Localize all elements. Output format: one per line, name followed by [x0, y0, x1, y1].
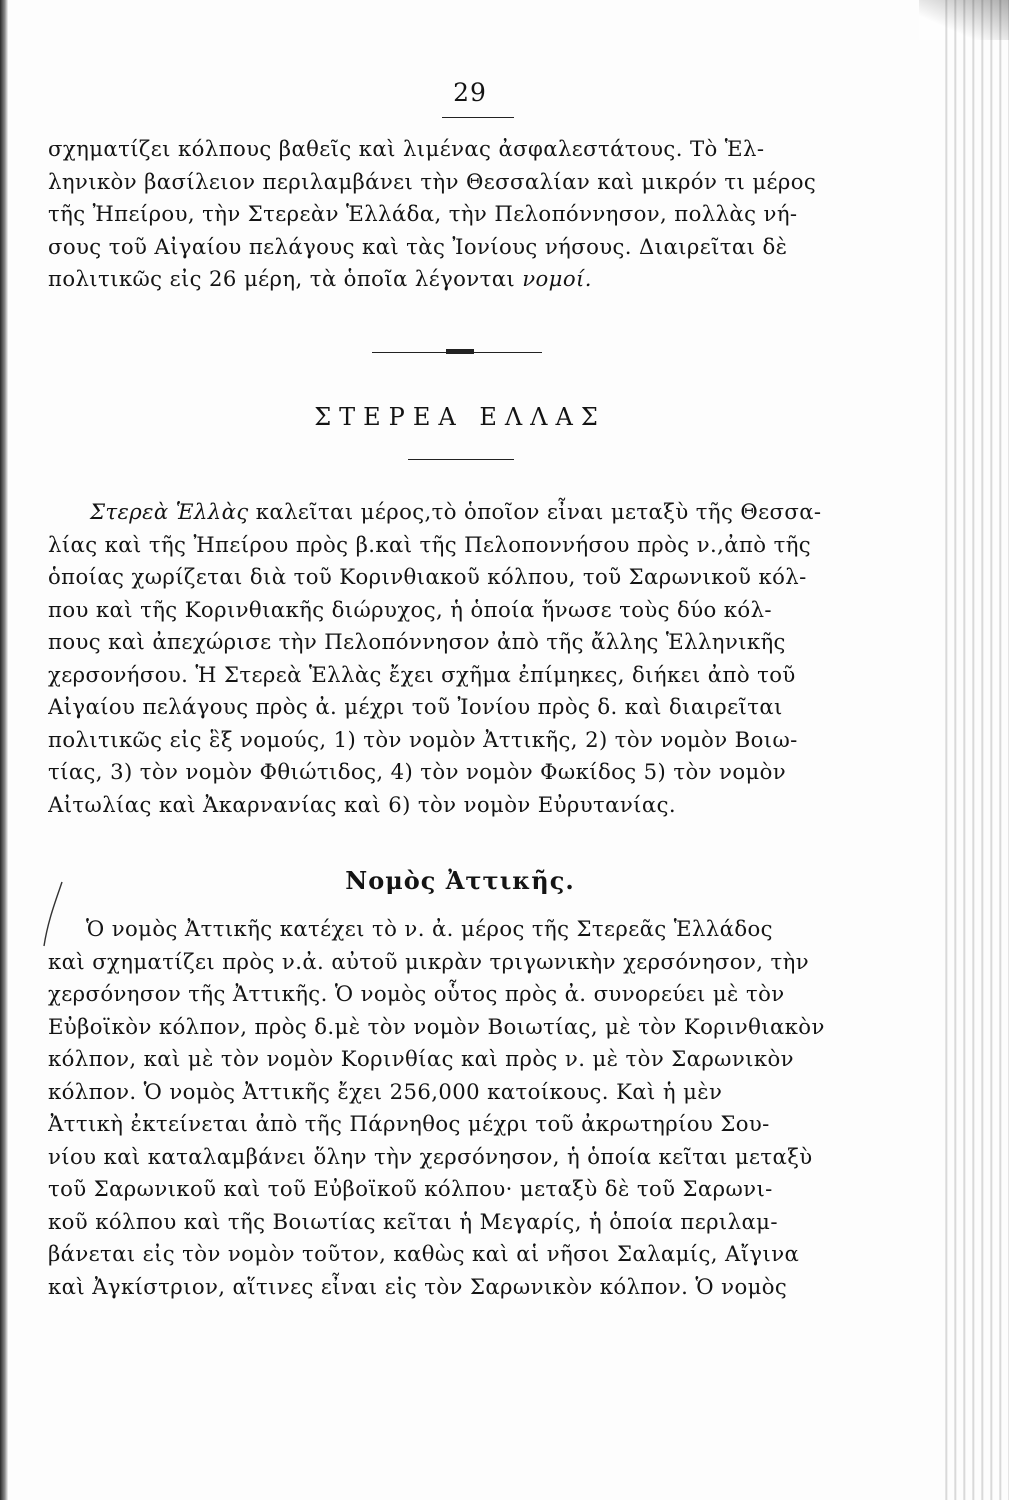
section-divider-ornament: [446, 349, 474, 354]
text-segment: πολιτικῶς εἰς 26 μέρη, τὰ ὁποῖα λέγονται: [48, 266, 523, 291]
text-line: Ἀττικὴ ἐκτείνεται ἀπὸ τῆς Πάρνηθος μέχρι τοῦ ἀκρωτηρίου Σου-: [48, 1111, 770, 1136]
attiki-paragraph: [48, 913, 848, 1303]
page-number: 29: [453, 78, 487, 107]
text-line: καὶ σχηματίζει πρὸς ν.ἀ. αὐτοῦ μικρὰν τριγωνικὴν χερσόνησον, τὴν: [48, 948, 809, 974]
text-line: σχηματίζει κόλπους βαθεῖς καὶ λιμένας ἀσφαλεστάτους. Τὸ Ἑλ-: [48, 136, 765, 161]
text-line: τῆς Ἠπείρου, τὴν Στερεὰν Ἑλλάδα, τὴν Πελοπόννησον, πολλὰς νή-: [48, 201, 798, 226]
italic-term: νομοί.: [522, 266, 592, 291]
page-binding-edge: [0, 0, 8, 1500]
sterea-paragraph: [48, 496, 848, 821]
subheading: Νομὸς Ἀττικῆς.: [345, 866, 575, 895]
text-line: ληνικὸν βασίλειον περιλαμβάνει τὴν Θεσσαλίαν καὶ μικρόν τι μέρος: [48, 168, 817, 194]
text-line: [48, 263, 848, 296]
text-line: σους τοῦ Αἰγαίου πελάγους καὶ τὰς Ἰονίους νήσους. Διαιρεῖται δὲ: [48, 233, 788, 259]
intro-paragraph: [48, 133, 848, 296]
section-title: ΣΤΕΡΕΑ ΕΛΛΑΣ: [314, 403, 606, 431]
text-line: βάνεται εἰς τὸν νομὸν τοῦτον, καθὼς καὶ αἱ νῆσοι Σαλαμίς, Αἴγινα: [48, 1241, 800, 1266]
text-line: κόλπον. Ὁ νομὸς Ἀττικῆς ἔχει 256,000 κατοίκους. Καὶ ἡ μὲν: [48, 1078, 723, 1104]
text-line: πους καὶ ἀπεχώρισε τὴν Πελοπόννησον ἀπὸ τῆς ἄλλης Ἑλληνικῆς: [48, 629, 786, 654]
text-line: τοῦ Σαρωνικοῦ καὶ τοῦ Εὐβοϊκοῦ κόλπου· μεταξὺ δὲ τοῦ Σαρωνι-: [48, 1176, 773, 1201]
text-line: νίου καὶ καταλαμβάνει ὅλην τὴν χερσόνησον, ἡ ὁποία κεῖται μεταξὺ: [48, 1143, 813, 1169]
text-segment: καλεῖται μέρος,τὸ ὁποῖον εἶναι μεταξὺ τῆς Θεσσα-: [248, 499, 822, 524]
page-number-rule: [442, 117, 514, 118]
text-line: [48, 496, 848, 529]
text-line: Εὐβοϊκὸν κόλπον, πρὸς δ.μὲ τὸν νομὸν Βοιωτίας, μὲ τὸν Κορινθιακὸν: [48, 1013, 825, 1039]
text-line: κοῦ κόλπου καὶ τῆς Βοιωτίας κεῖται ἡ Μεγαρίς, ἡ ὁποία περιλαμ-: [48, 1208, 778, 1234]
text-line: χερσόνησον τῆς Ἀττικῆς. Ὁ νομὸς οὗτος πρὸς ἀ. συνορεύει μὲ τὸν: [48, 981, 785, 1006]
text-line: κόλπον, καὶ μὲ τὸν νομὸν Κορινθίας καὶ πρὸς ν. μὲ τὸν Σαρωνικὸν: [48, 1046, 794, 1071]
text-line: που καὶ τῆς Κορινθιακῆς διώρυχος, ἡ ὁποία ἥνωσε τοὺς δύο κόλ-: [48, 596, 772, 622]
text-line: Αἰγαίου πελάγους πρὸς ἀ. μέχρι τοῦ Ἰονίου πρὸς δ. καὶ διαιρεῖται: [48, 694, 783, 719]
text-line: Ὁ νομὸς Ἀττικῆς κατέχει τὸ ν. ἀ. μέρος τῆς Στερεᾶς Ἑλλάδος: [86, 916, 773, 941]
text-line: καὶ Ἀγκίστριον, αἵτινες εἶναι εἰς τὸν Σαρωνικὸν κόλπον. Ὁ νομὸς: [48, 1273, 788, 1299]
text-line: χερσονήσου. Ἡ Στερεὰ Ἑλλὰς ἔχει σχῆμα ἐπίμηκες, διήκει ἀπὸ τοῦ: [48, 661, 796, 687]
section-title-rule: [408, 459, 514, 460]
text-line: τίας, 3) τὸν νομὸν Φθιώτιδος, 4) τὸν νομὸν Φωκίδος 5) τὸν νομὸν: [48, 759, 787, 784]
text-line: ὁποίας χωρίζεται διὰ τοῦ Κορινθιακοῦ κόλπου, τοῦ Σαρωνικοῦ κόλ-: [48, 564, 807, 589]
text-line: πολιτικῶς εἰς ἓξ νομούς, 1) τὸν νομὸν Ἀττικῆς, 2) τὸν νομὸν Βοιω-: [48, 726, 798, 752]
italic-term: Στερεὰ Ἑλλὰς: [90, 499, 249, 524]
text-line: Αἰτωλίας καὶ Ἀκαρνανίας καὶ 6) τὸν νομὸν Εὐρυτανίας.: [48, 791, 676, 817]
text-line: λίας καὶ τῆς Ἠπείρου πρὸς β.καὶ τῆς Πελοποννήσου πρὸς ν.,ἀπὸ τῆς: [48, 531, 812, 557]
page-stack-edge: [939, 0, 1009, 1500]
